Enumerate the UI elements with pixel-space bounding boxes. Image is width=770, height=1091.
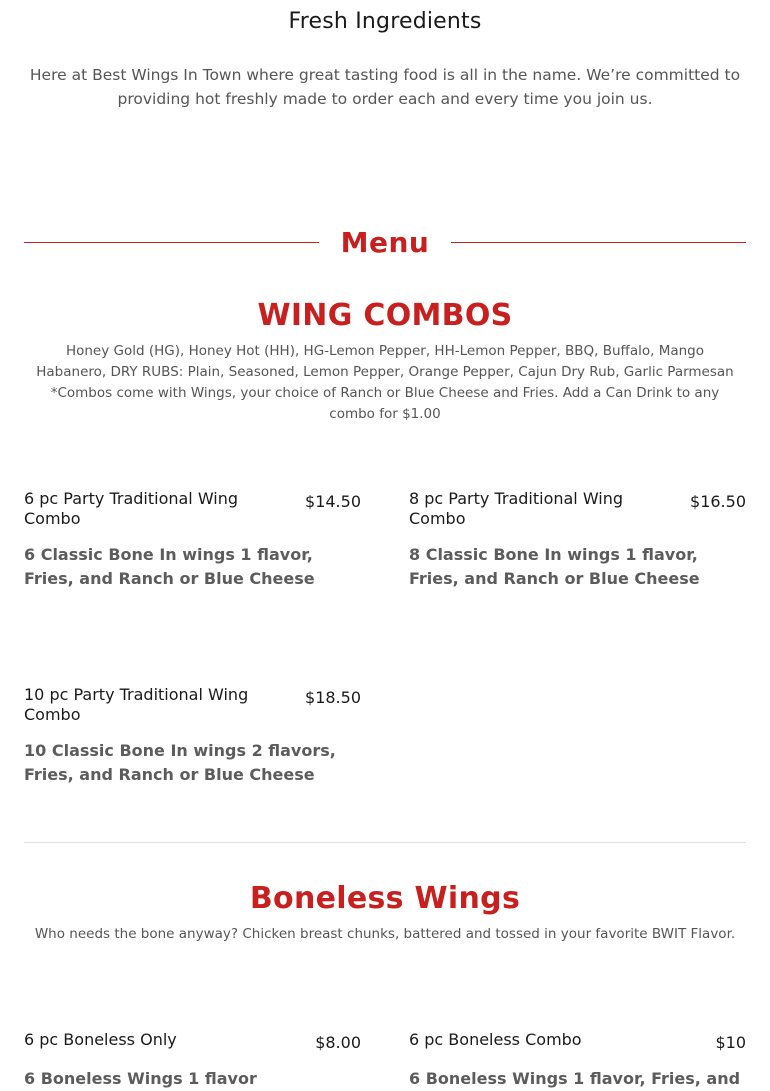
menu-item-description: 6 Boneless Wings 1 flavor [24,1069,257,1088]
menu-item-6pc-boneless-combo[interactable] [409,1030,746,1091]
menu-heading-label: Menu [340,225,430,259]
wing-combos-description: Honey Gold (HG), Honey Hot (HH), HG-Lemon Pepper, HH-Lemon Pepper, BBQ, Buffalo, Mango Habanero, DRY RUBS: Plain, Seasoned, Lemon Pepper, Orange Pepper, Cajun Dry Rub, Garlic Parmesan *Combos come with Wings, your choice of Ranch or Blue Cheese and Fries. Add a Can Drink to any combo for $1.00 [36,343,734,422]
menu-item-name: 6 pc Party Traditional Wing Combo [24,489,239,528]
menu-heading-rule-right [451,242,746,243]
menu-item-8pc-party-combo[interactable] [409,489,746,591]
intro-text: Here at Best Wings In Town where great tasting food is all in the name. We’re committed to providing hot freshly made to order each and every time you join us. [29,66,741,108]
menu-item-description: 10 Classic Bone In wings 2 flavors, Fries, and Ranch or Blue Cheese [24,741,336,784]
intro-title: Fresh Ingredients [288,9,482,34]
menu-item-price: $10 [715,1033,746,1052]
section-divider [24,842,746,843]
boneless-wings-description: Who needs the bone anyway? Chicken breast chunks, battered and tossed in your favorite BWIT Flavor. [34,926,736,942]
boneless-wings-title: Boneless Wings [249,881,521,916]
menu-item-price: $14.50 [305,492,361,511]
menu-item-name: 6 pc Boneless Only [24,1030,177,1049]
menu-item-description: 6 Boneless Wings 1 flavor, Fries, and [409,1069,741,1088]
menu-item-price: $8.00 [315,1033,361,1052]
menu-item-description: 8 Classic Bone In wings 1 flavor, Fries, and Ranch or Blue Cheese [409,545,700,588]
menu-item-price: $16.50 [690,492,746,511]
menu-item-name: 8 pc Party Traditional Wing Combo [409,489,624,528]
menu-item-name: 6 pc Boneless Combo [409,1030,582,1049]
menu-item-6pc-boneless-only[interactable] [24,1030,361,1091]
wing-combos-title: WING COMBOS [257,298,513,333]
menu-item-price: $18.50 [305,688,361,707]
menu-item-10pc-party-combo[interactable] [24,685,361,787]
menu-heading [24,220,746,264]
menu-item-name: 10 pc Party Traditional Wing Combo [24,685,249,724]
menu-item-description: 6 Classic Bone In wings 1 flavor, Fries, and Ranch or Blue Cheese [24,545,315,588]
menu-heading-rule-left [24,242,319,243]
menu-item-6pc-party-combo[interactable] [24,489,361,591]
